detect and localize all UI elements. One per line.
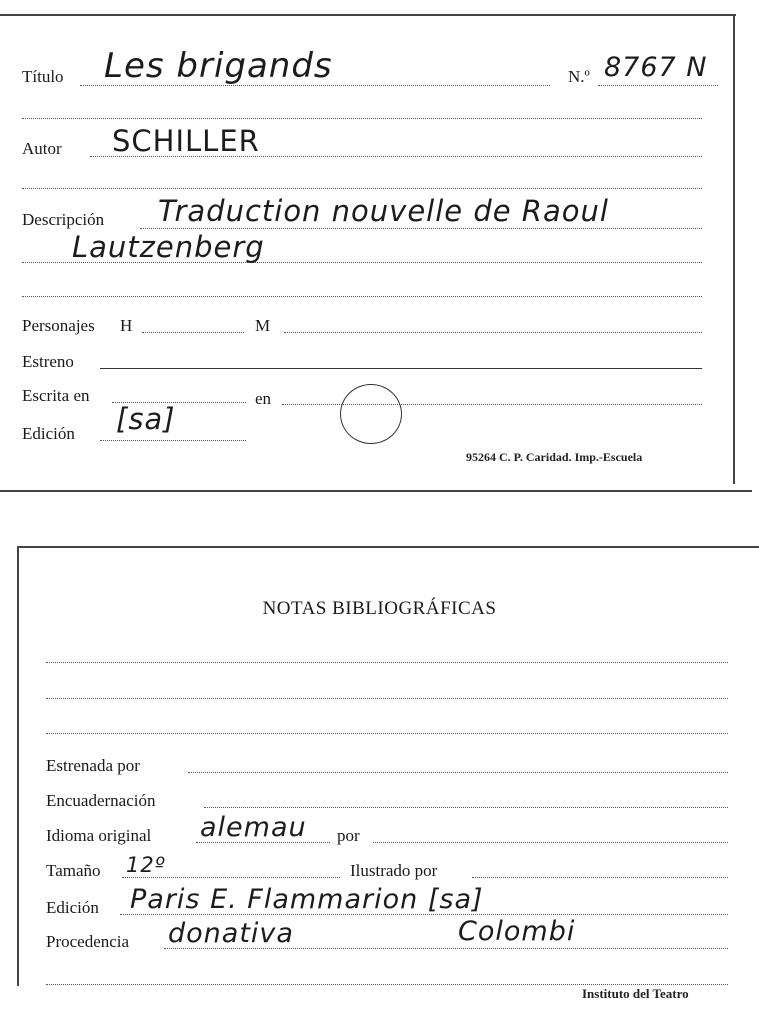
edicion-label: Edición [46, 898, 99, 917]
m-line [284, 332, 702, 333]
card-bottom-edge [0, 490, 752, 492]
descripcion-value-1: Traduction nouvelle de Raoul [158, 194, 609, 228]
printer-mark: 95264 C. P. Caridad. Imp.-Escuela [466, 450, 643, 464]
estreno-line [100, 368, 702, 369]
ilustrado-label: Ilustrado por [350, 861, 438, 880]
por-label: por [337, 826, 360, 845]
card-top-edge [0, 14, 736, 16]
tamano-label: Tamaño [46, 861, 101, 880]
procedencia-value: donativa [168, 918, 294, 949]
estrenada-label: Estrenada por [46, 756, 140, 775]
blank-line [22, 188, 702, 189]
notas-line [46, 662, 728, 663]
procedencia-label: Procedencia [46, 932, 130, 951]
numero-label: N.º [568, 67, 590, 86]
card-right-edge [733, 14, 735, 484]
numero-line [598, 85, 718, 86]
edicion-label: Edición [22, 424, 75, 443]
tamano-line [122, 877, 340, 878]
descripcion-line [140, 228, 702, 229]
en-label: en [255, 389, 272, 408]
notas-line [46, 733, 728, 734]
encuadernacion-label: Encuadernación [46, 791, 156, 810]
titulo-value: Les brigands [104, 46, 333, 86]
blank-line [22, 296, 702, 297]
encuadernacion-line [204, 807, 728, 808]
autor-label: Autor [22, 139, 62, 158]
idioma-label: Idioma original [46, 826, 152, 845]
escrita-label: Escrita en [22, 386, 90, 405]
footer-mark: Instituto del Teatro [582, 986, 689, 1001]
h-label: H [120, 316, 133, 335]
h-line [142, 332, 244, 333]
edicion-value: Paris E. Flammarion [sa] [130, 884, 484, 915]
descripcion-label: Descripción [22, 210, 105, 229]
blank-line [22, 118, 702, 119]
catalog-card-back [0, 540, 759, 1028]
estreno-label: Estreno [22, 352, 74, 371]
descripcion-value-2: Lautzenberg [72, 230, 265, 264]
punch-hole [340, 384, 402, 444]
catalog-card-front [0, 0, 759, 495]
por-line [373, 842, 728, 843]
card-top-edge [18, 546, 759, 548]
notas-line [46, 984, 728, 985]
numero-value: 8767 N [604, 52, 708, 83]
edicion-value: [sa] [116, 402, 176, 436]
titulo-label: Título [22, 67, 64, 86]
notas-line [46, 698, 728, 699]
autor-value: SCHILLER [112, 124, 260, 158]
ilustrado-line [472, 877, 728, 878]
idioma-value: alemau [200, 812, 307, 843]
procedencia-value-2: Colombi [458, 916, 576, 947]
tamano-value: 12º [126, 853, 166, 877]
edicion-line [100, 440, 246, 441]
m-label: M [255, 316, 271, 335]
notas-title: NOTAS BIBLIOGRÁFICAS [262, 598, 497, 619]
personajes-label: Personajes [22, 316, 95, 335]
estrenada-line [188, 772, 728, 773]
